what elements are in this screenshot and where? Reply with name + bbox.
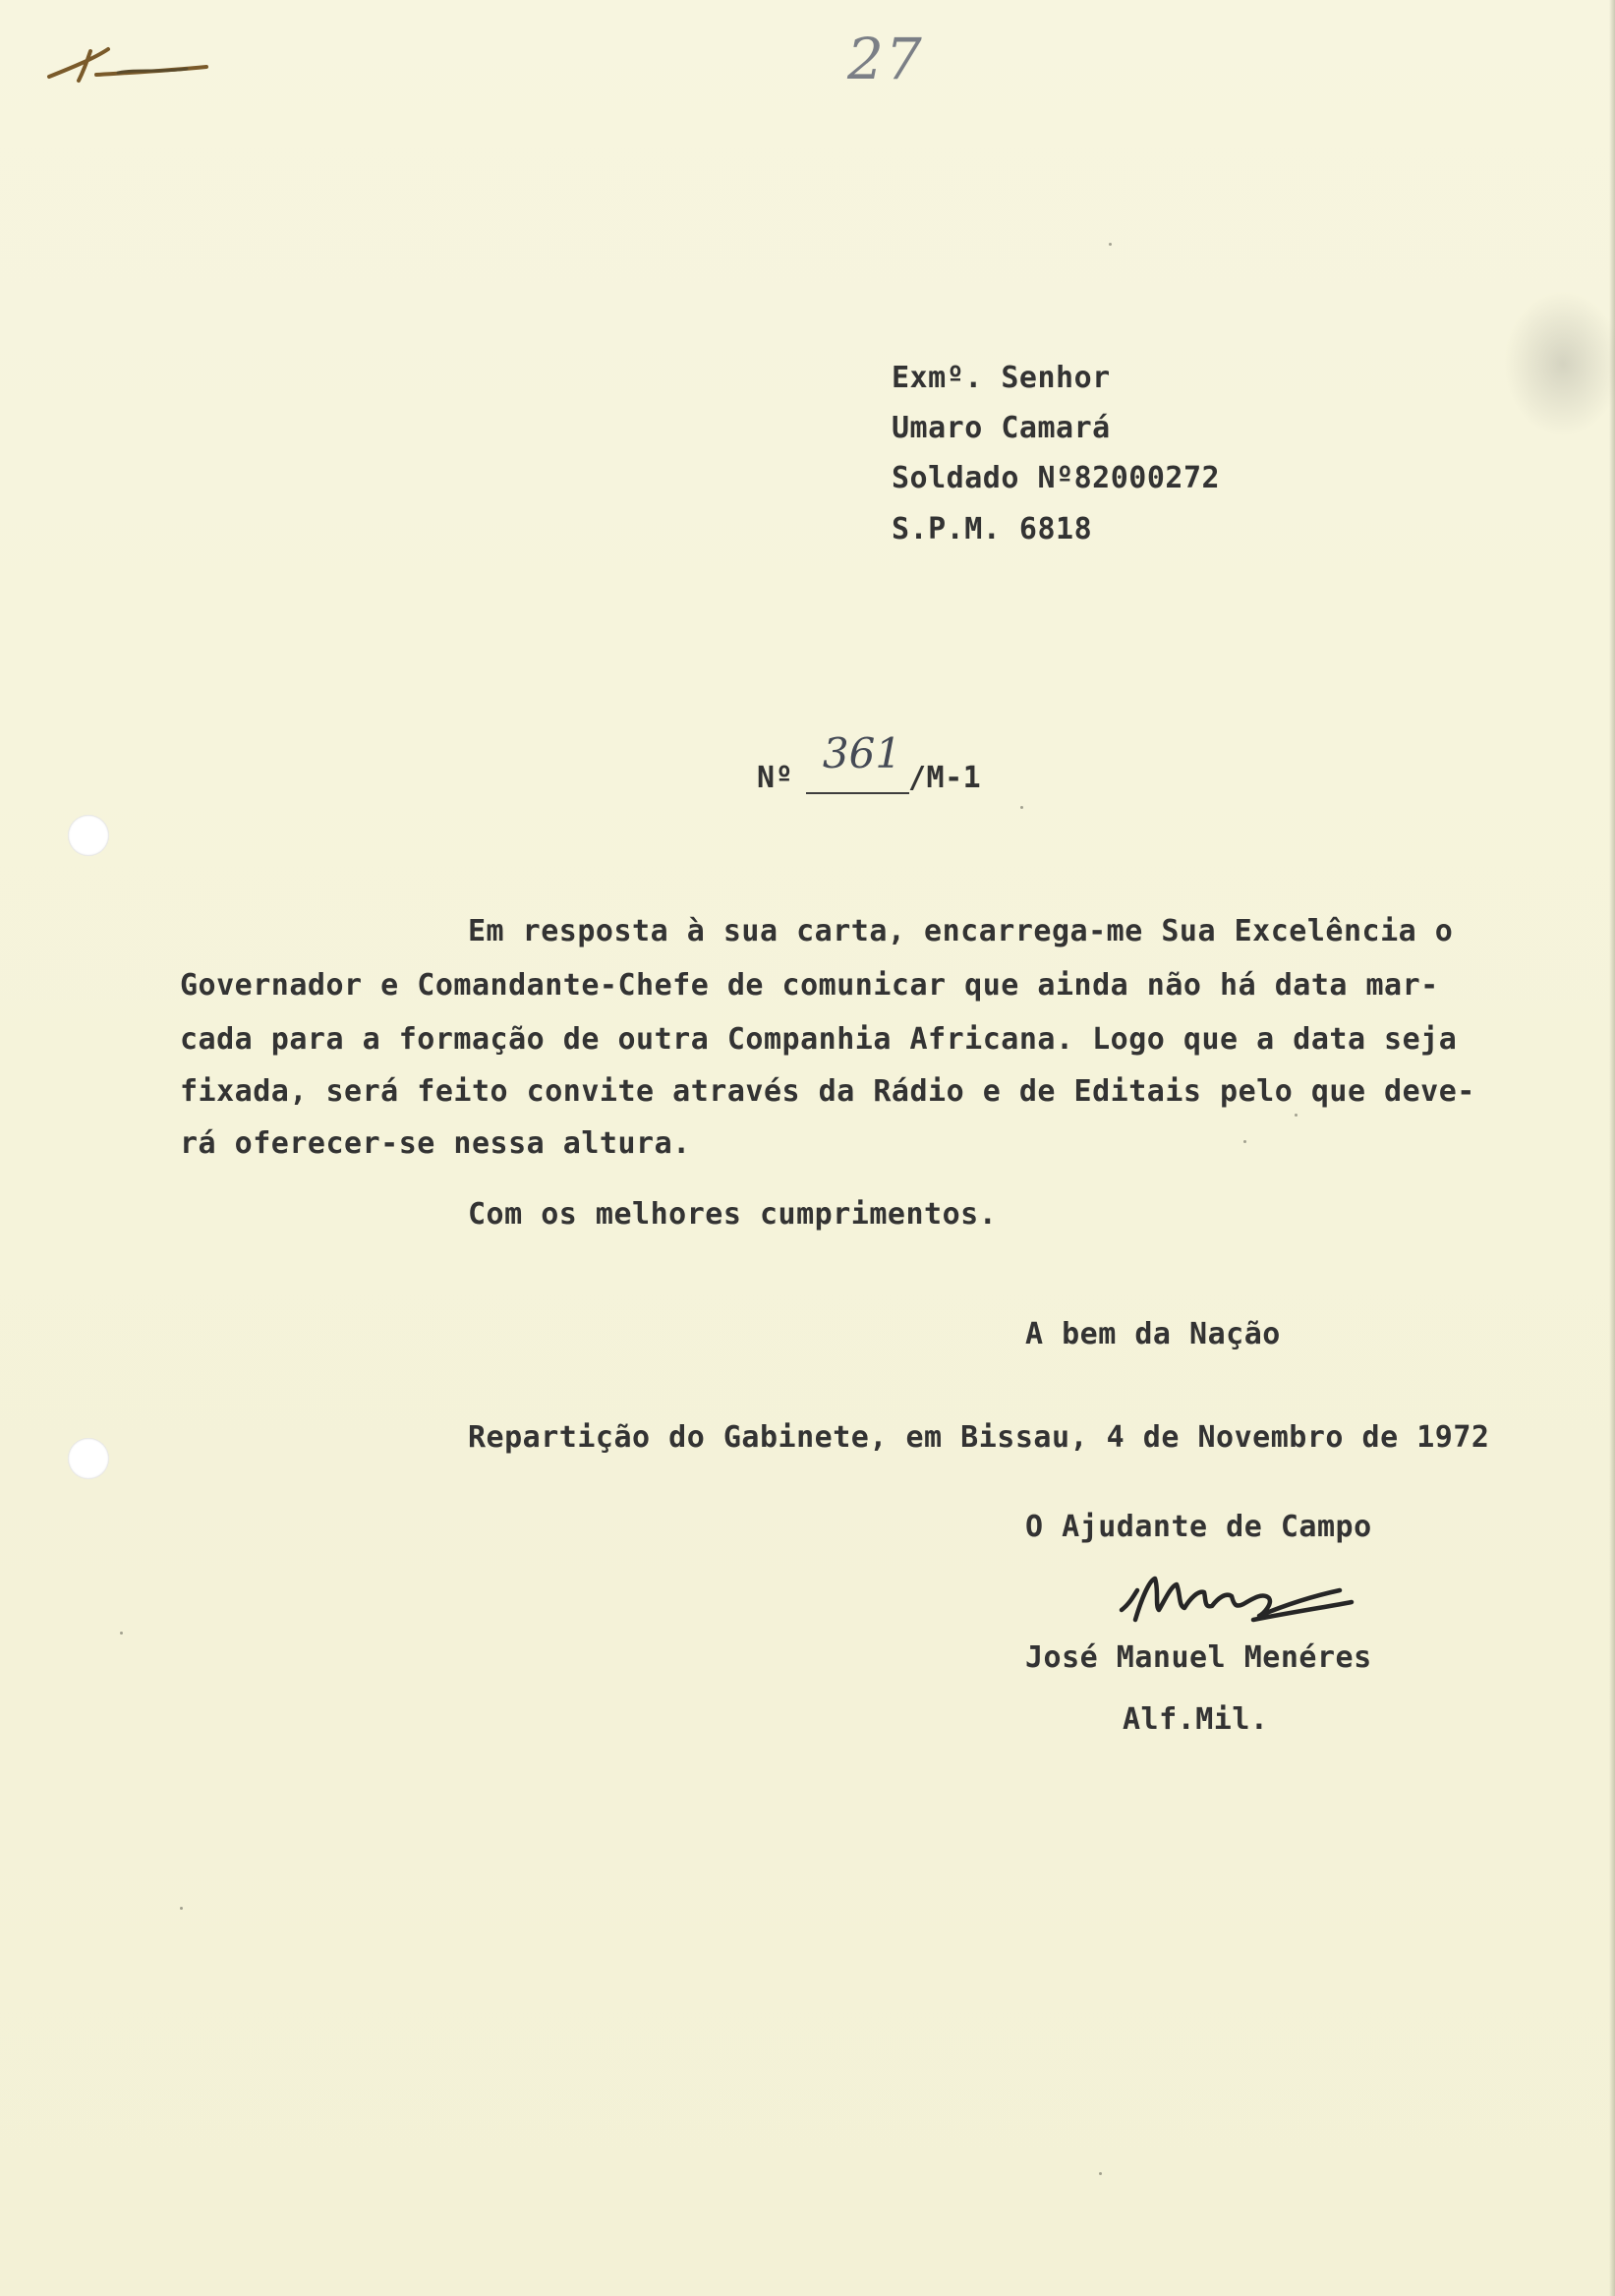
paper-speck bbox=[1020, 806, 1023, 809]
body-line: rá oferecer-se nessa altura. bbox=[180, 1126, 691, 1161]
page-number: 27 bbox=[847, 26, 924, 92]
closing-phrase: Com os melhores cumprimentos. bbox=[468, 1197, 998, 1232]
body-line: Governador e Comandante-Chefe de comunicar que ainda não há data mar- bbox=[180, 968, 1439, 1003]
paper-speck bbox=[1295, 1114, 1298, 1117]
paper-speck bbox=[1099, 2172, 1102, 2175]
reference-suffix: /M-1 bbox=[908, 761, 982, 795]
handwritten-initials-mark bbox=[39, 29, 216, 88]
paper-speck bbox=[120, 1632, 123, 1635]
body-line: cada para a formação de outra Companhia Africana. Logo que a data seja bbox=[180, 1022, 1458, 1057]
paper-speck bbox=[1109, 243, 1112, 246]
recipient-name: Umaro Camará bbox=[892, 411, 1111, 445]
salutation: A bem da Nação bbox=[1025, 1317, 1281, 1351]
recipient-title: Exmº. Senhor bbox=[892, 361, 1111, 395]
signatory-role: O Ajudante de Campo bbox=[1025, 1510, 1372, 1544]
paper-edge-shadow bbox=[1609, 0, 1615, 2296]
paper-speck bbox=[1243, 1140, 1246, 1143]
reference-prefix: Nº bbox=[757, 761, 794, 795]
punch-hole bbox=[68, 815, 109, 856]
body-line: fixada, será feito convite através da Rádio e de Editais pelo que deve- bbox=[180, 1074, 1475, 1109]
reference-underline bbox=[806, 792, 909, 794]
reference-number-handwritten: 361 bbox=[822, 729, 902, 777]
punch-hole bbox=[68, 1438, 109, 1479]
signatory-rank: Alf.Mil. bbox=[1123, 1702, 1269, 1737]
signatory-name: José Manuel Menéres bbox=[1025, 1640, 1372, 1675]
body-line: Em resposta à sua carta, encarrega-me Sua Excelência o bbox=[468, 914, 1454, 948]
recipient-service-number: Soldado Nº82000272 bbox=[892, 461, 1221, 495]
handwritten-signature bbox=[1116, 1561, 1391, 1639]
recipient-postal-code: S.P.M. 6818 bbox=[892, 512, 1093, 546]
place-and-date: Repartição do Gabinete, em Bissau, 4 de Novembro de 1972 bbox=[468, 1420, 1490, 1455]
paper-speck bbox=[180, 1907, 183, 1910]
